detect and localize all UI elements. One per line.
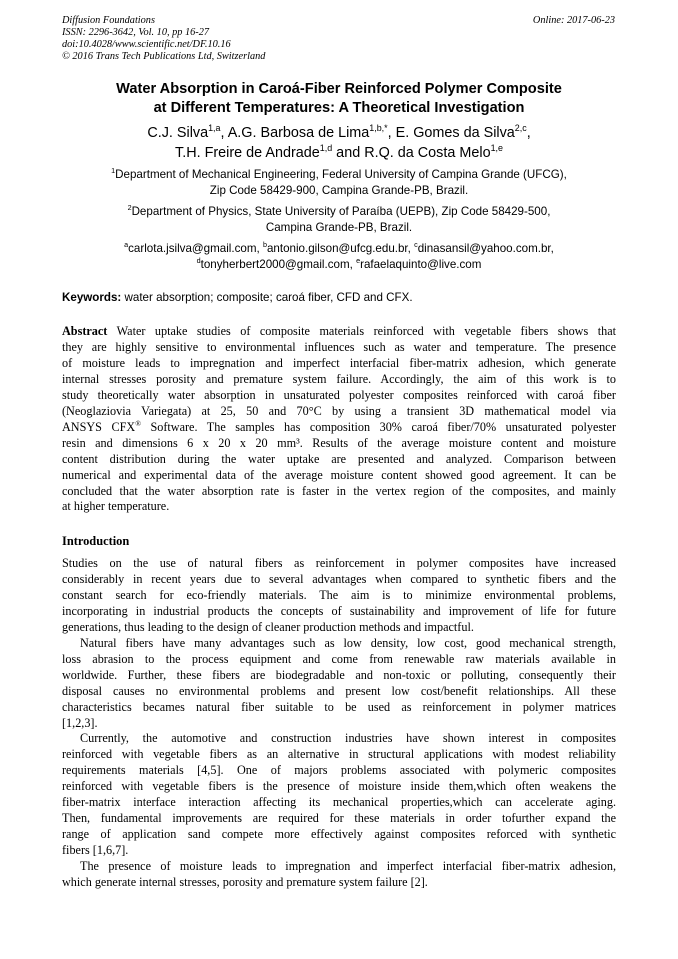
affiliation-sup: 2 bbox=[127, 203, 132, 213]
abstract-line: resin and dimensions 6 x 20 x 20 mm³. Results of the average moisture content and moisture bbox=[62, 435, 616, 450]
journal-name: Diffusion Foundations bbox=[62, 15, 155, 26]
email-b: antonio.gilson@ufcg.edu.br, bbox=[266, 242, 415, 255]
affiliation-2 bbox=[62, 204, 616, 236]
text-line: reinforced with vegetable fibers as an alternative in structural applications with modest reliability bbox=[62, 747, 616, 762]
introduction-body bbox=[62, 556, 616, 891]
title-line-1: Water Absorption in Caroá-Fiber Reinforced Polymer Composite bbox=[116, 81, 562, 97]
author-list bbox=[62, 123, 616, 163]
abstract-text: Software. The samples has composition 30% caroá fiber/70% unsaturated polyester bbox=[140, 419, 617, 434]
abstract-line: of moisture leads to impregnation and imperfect interfacial fiber-matrix adhesion, which generate bbox=[62, 355, 616, 370]
keywords-label: Keywords: bbox=[62, 291, 122, 304]
abstract-line bbox=[62, 324, 616, 340]
text-line: which generate internal stresses, porosity and premature system failure [2]. bbox=[62, 875, 428, 890]
abstract-line: (Neoglaziovia Variegata) at 25, 50 and 70°C by using a transient 3D mathematical model via bbox=[62, 403, 616, 418]
affiliation-1-line-2: Zip Code 58429-900, Campina Grande-PB, Brazil. bbox=[209, 184, 469, 197]
text-line: requirements materials [4,5]. One of majors problems associated with polymeric composites bbox=[62, 763, 616, 778]
text-line: fiber-matrix interface interaction affecting its mechanical properties,which can accelerate aging. bbox=[62, 795, 616, 810]
author-name: R.Q. da Costa Melo bbox=[364, 145, 491, 161]
author-separator: , bbox=[220, 125, 228, 141]
text-line: The presence of moisture leads to impregnation and imperfect interfacial fiber-matrix adhesion, bbox=[80, 859, 616, 874]
text-line: considerably in recent years due to several advantages when compared to synthetic fibers and the bbox=[62, 571, 616, 586]
journal-header bbox=[62, 15, 265, 63]
abstract-text: ANSYS CFX bbox=[62, 419, 136, 434]
abstract bbox=[62, 324, 616, 515]
paragraph bbox=[62, 859, 616, 891]
author-line-2 bbox=[62, 143, 616, 163]
text-line: characteristics becames natural fiber suitable to be used as reinforcement in polymer matrices bbox=[62, 699, 616, 714]
keywords-text: water absorption; composite; caroá fiber, CFD and CFX. bbox=[121, 291, 413, 304]
author-affil-sup: 1,d bbox=[319, 143, 333, 154]
author-name: C.J. Silva bbox=[147, 125, 209, 141]
affiliation-1-line-1 bbox=[62, 167, 616, 183]
text-line: worldwide. Further, these fibers are biodegradable and non-toxic or polluting, consequently their bbox=[62, 667, 616, 682]
email-sup: c bbox=[414, 240, 418, 250]
paragraph bbox=[62, 556, 616, 636]
paragraph bbox=[62, 636, 616, 732]
text-line: generations, thus leading to the design of cleaner production methods and impactful. bbox=[62, 619, 474, 634]
affiliation-text: Department of Physics, State University of Paraíba (UEPB), Zip Code 58429-500, bbox=[131, 205, 551, 218]
author-separator: , bbox=[526, 125, 531, 141]
paper-title bbox=[62, 80, 616, 118]
text-line: Then, fundamental improvements are required for these materials in order tofurther expand the bbox=[62, 811, 616, 826]
emails-line-1 bbox=[62, 241, 616, 257]
online-date: Online: 2017-06-23 bbox=[532, 15, 615, 26]
issn-line: ISSN: 2296-3642, Vol. 10, pp 16-27 bbox=[62, 27, 210, 38]
text-line: fibers [1,6,7]. bbox=[62, 843, 129, 858]
author-affil-sup: 1,a bbox=[208, 123, 221, 134]
email-sup: a bbox=[124, 240, 129, 250]
affiliation-2-line-1 bbox=[62, 204, 616, 220]
email-c: dinasansil@yahoo.com.br, bbox=[417, 242, 554, 255]
author-name: T.H. Freire de Andrade bbox=[175, 145, 320, 161]
text-line: Currently, the automotive and construction industries have shown interest in composites bbox=[80, 731, 616, 746]
email-sup: b bbox=[262, 240, 267, 250]
affiliation-sup: 1 bbox=[111, 166, 116, 176]
author-affil-sup: 1,e bbox=[490, 143, 503, 154]
abstract-text: Water uptake studies of composite materials reinforced with vegetable fibers shows that bbox=[107, 324, 616, 338]
abstract-line: concluded that the water absorption rate is faster in the vertex region of the composites, and mainly bbox=[62, 483, 616, 498]
doi-line: doi:10.4028/www.scientific.net/DF.10.16 bbox=[62, 39, 231, 50]
abstract-label: Abstract bbox=[62, 324, 108, 338]
email-d: tonyherbert2000@gmail.com, bbox=[200, 258, 357, 271]
author-emails bbox=[62, 241, 616, 273]
text-line: loss abrasion to the process equipment and come from renewable raw materials available in bbox=[62, 651, 616, 666]
text-line: disposal causes no environmental problems and present low cost/benefit relationships. All these bbox=[62, 683, 616, 698]
email-a: carlota.jsilva@gmail.com, bbox=[128, 242, 263, 255]
text-line: constant search for eco-friendly materials. The aim is to minimize environmental problems, bbox=[62, 587, 616, 602]
author-affil-sup: 1,b,* bbox=[369, 123, 388, 134]
abstract-line: study theoretically water absorption in unsaturated polyester composites reinforced with caroá fiber bbox=[62, 387, 616, 402]
abstract-line: internal stresses porosity and premature system failure. Accordingly, the aim of this work is to bbox=[62, 371, 616, 386]
abstract-line: content distribution during the water uptake are presented and analyzed. Comparison between bbox=[62, 451, 616, 466]
affiliation-text: Department of Mechanical Engineering, Federal University of Campina Grande (UFCG), bbox=[115, 168, 567, 181]
paragraph bbox=[62, 731, 616, 859]
author-separator: , bbox=[387, 125, 396, 141]
text-line: Studies on the use of natural fibers as reinforcement in polymer composites have increased bbox=[62, 556, 616, 570]
author-affil-sup: 2,c bbox=[514, 123, 527, 134]
email-sup: d bbox=[196, 256, 201, 266]
emails-line-2 bbox=[62, 257, 616, 273]
affiliation-1 bbox=[62, 167, 616, 199]
registered-mark: ® bbox=[135, 418, 141, 428]
affiliation-2-line-2: Campina Grande-PB, Brazil. bbox=[265, 221, 413, 234]
email-e: rafaelaquinto@live.com bbox=[360, 258, 482, 271]
section-heading-introduction: Introduction bbox=[62, 534, 130, 548]
abstract-line: they are highly sensitive to environmental influences such as water and temperature. The presence bbox=[62, 339, 616, 354]
text-line: Natural fibers have many advantages such as low density, low cost, good mechanical strength, bbox=[80, 635, 616, 650]
author-line-1 bbox=[62, 123, 616, 143]
email-sup: e bbox=[356, 256, 361, 266]
keywords bbox=[62, 290, 413, 305]
text-line: [1,2,3]. bbox=[62, 715, 98, 730]
copyright-line: © 2016 Trans Tech Publications Ltd, Switzerland bbox=[62, 51, 266, 62]
author-separator: and bbox=[332, 145, 365, 161]
title-line-2: at Different Temperatures: A Theoretical Investigation bbox=[153, 100, 525, 116]
author-name: A.G. Barbosa de Lima bbox=[227, 125, 370, 141]
text-line: range of application sand compete more effectively against composites reforced with synthetic bbox=[62, 827, 616, 842]
abstract-line bbox=[62, 420, 616, 436]
author-name: E. Gomes da Silva bbox=[395, 125, 515, 141]
text-line: reinforced with vegetable fibers is the presence of moisture inside them,which often weakens the bbox=[62, 779, 616, 794]
abstract-line: numerical and experimental data of the average moisture content showed good agreement. It can be bbox=[62, 467, 616, 482]
abstract-line: at higher temperature. bbox=[62, 499, 170, 514]
text-line: incorporating in industrial products the concepts of sustainability and improvement of life for future bbox=[62, 603, 616, 618]
